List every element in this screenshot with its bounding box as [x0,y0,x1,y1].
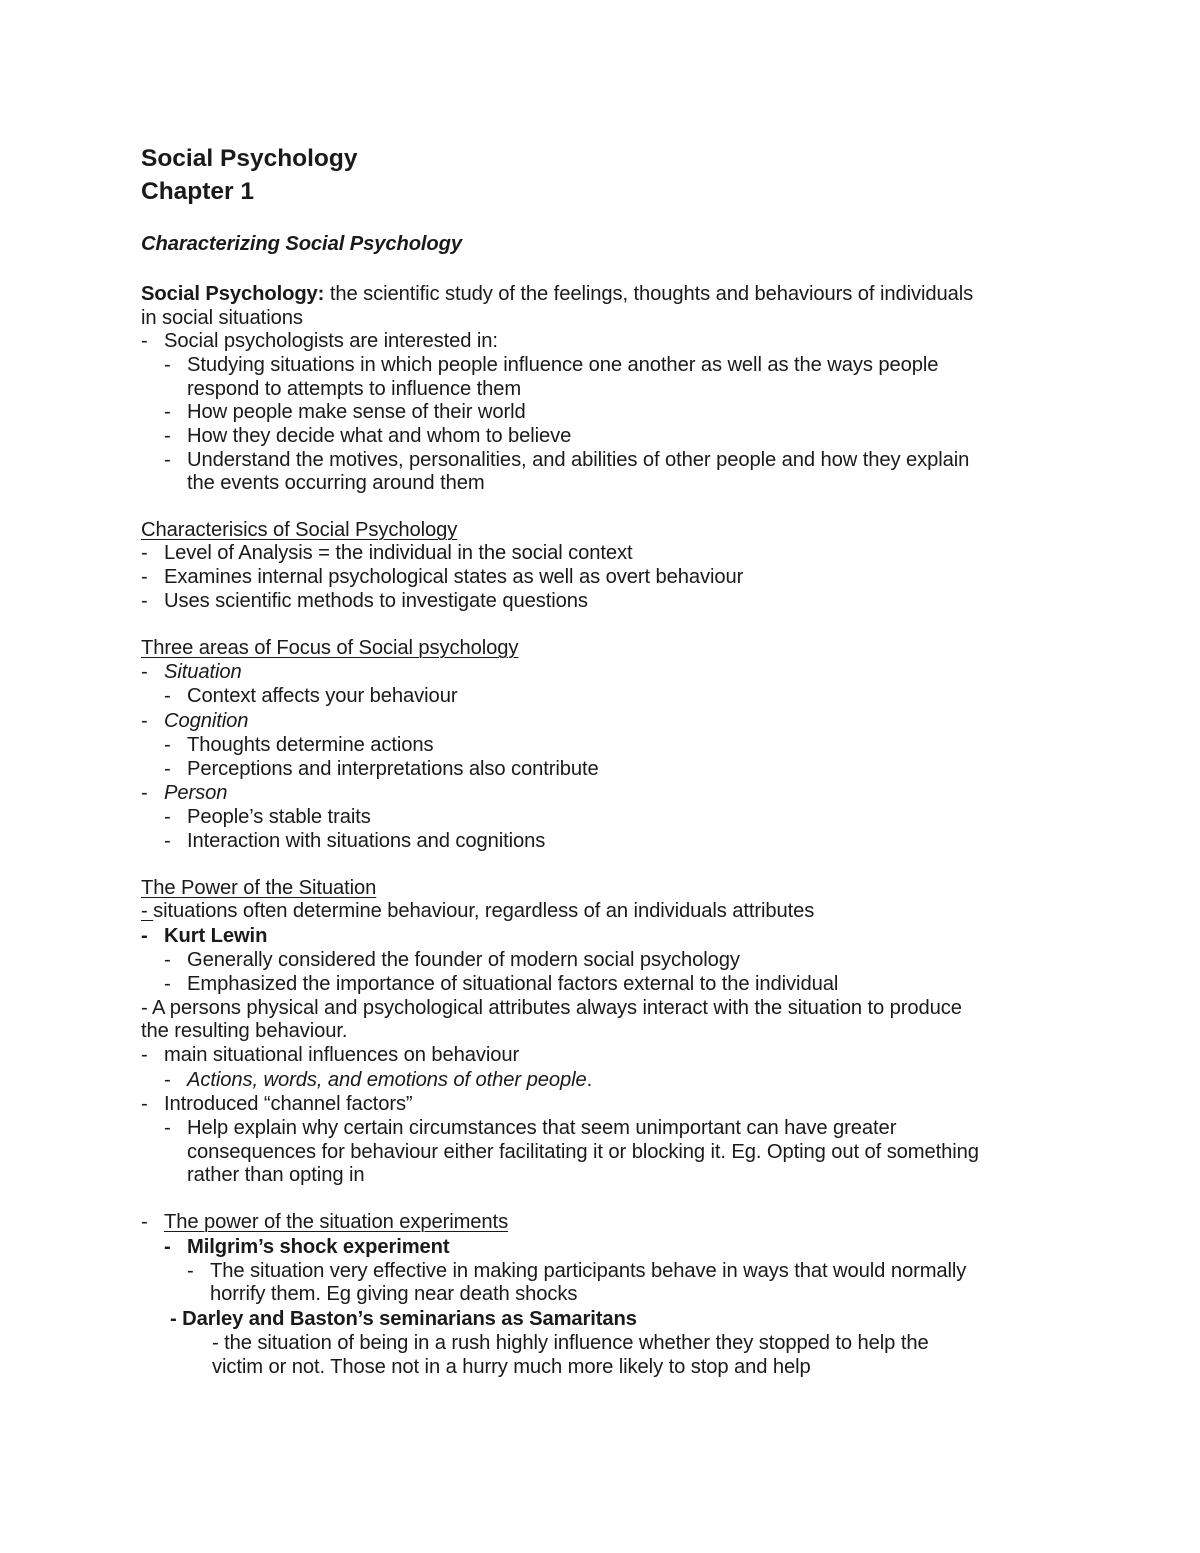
list-item: - Introduced “channel factors” [141,1093,413,1115]
list-item: - Help explain why certain circumstances that seem unimportant can have greater [164,1117,897,1139]
list-item: - main situational influences on behaviour [141,1044,520,1066]
kurt-lewin: Kurt Lewin [164,925,268,947]
definition-line [141,282,973,306]
list-item: - Studying situations in which people influence one another as well as the ways people [164,354,939,376]
list-item-continuation: horrify them. Eg giving near death shocks [210,1283,578,1305]
section-heading: Characterizing Social Psychology [141,233,463,255]
list-item: - Social psychologists are interested in: [141,330,498,352]
list-item-continuation: rather than opting in [187,1164,365,1186]
interests-intro: Social psychologists are interested in: [164,330,498,352]
list-item: - Uses scientific methods to investigate questions [141,590,588,612]
document-title: Social Psychology [141,145,358,172]
list-item-continuation: respond to attempts to influence them [187,378,522,400]
list-item: - Emphasized the importance of situational factors external to the individual [164,973,839,995]
list-item: - Level of Analysis = the individual in the social context [141,542,633,564]
paragraph-line: the resulting behaviour. [141,1020,348,1042]
chapter-heading: Chapter 1 [141,178,255,205]
power-heading: The Power of the Situation [141,877,377,899]
list-item: - Perceptions and interpretations also contribute [164,758,599,780]
paragraph-line: - A persons physical and psychological attributes always interact with the situation to produce [141,997,962,1019]
list-item: - The situation very effective in making participants behave in ways that would normally [187,1260,967,1282]
focus-heading: Three areas of Focus of Social psychology [141,637,519,659]
list-item-continuation: the events occurring around them [187,472,485,494]
focus-cognition: Cognition [164,710,249,732]
focus-person: Person [164,782,228,804]
darley-baston-experiment: - Darley and Baston’s seminarians as Samaritans [170,1308,637,1330]
focus-situation: Situation [164,661,242,683]
list-item: - Kurt Lewin [141,925,268,947]
paragraph-line: - the situation of being in a rush highly influence whether they stopped to help the [212,1332,929,1354]
list-item: - Cognition [141,710,249,732]
list-item: - Generally considered the founder of modern social psychology [164,949,740,971]
list-item: - Situation [141,661,242,683]
list-item: - Understand the motives, personalities, and abilities of other people and how they explain [164,449,970,471]
milgram-experiment: Milgrim’s shock experiment [187,1236,450,1258]
list-item: - People’s stable traits [164,806,371,828]
list-item: - Person [141,782,228,804]
list-item: - Examines internal psychological states as well as overt behaviour [141,566,744,588]
list-item: - How they decide what and whom to believe [164,425,572,447]
definition-continuation: in social situations [141,307,303,329]
list-item: - Actions, words, and emotions of other people. [164,1069,593,1091]
paragraph-line: victim or not. Those not in a hurry much more likely to stop and help [212,1356,811,1378]
list-item: - The power of the situation experiments [141,1211,509,1233]
list-item: - Context affects your behaviour [164,685,458,707]
list-item: - Thoughts determine actions [164,734,434,756]
list-item: - Milgrim’s shock experiment [164,1236,450,1258]
experiments-heading: The power of the situation experiments [164,1211,509,1233]
definition-text: the scientific study of the feelings, thoughts and behaviours of individuals [324,283,974,305]
characteristics-heading: Characterisics of Social Psychology [141,519,458,541]
list-item: - How people make sense of their world [164,401,526,423]
list-item-continuation: consequences for behaviour either facilitating it or blocking it. Eg. Opting out of something [187,1141,979,1163]
list-item: - Interaction with situations and cognitions [164,830,546,852]
power-intro: - situations often determine behaviour, regardless of an individuals attributes [141,900,815,922]
definition-term: Social Psychology: [141,283,325,305]
